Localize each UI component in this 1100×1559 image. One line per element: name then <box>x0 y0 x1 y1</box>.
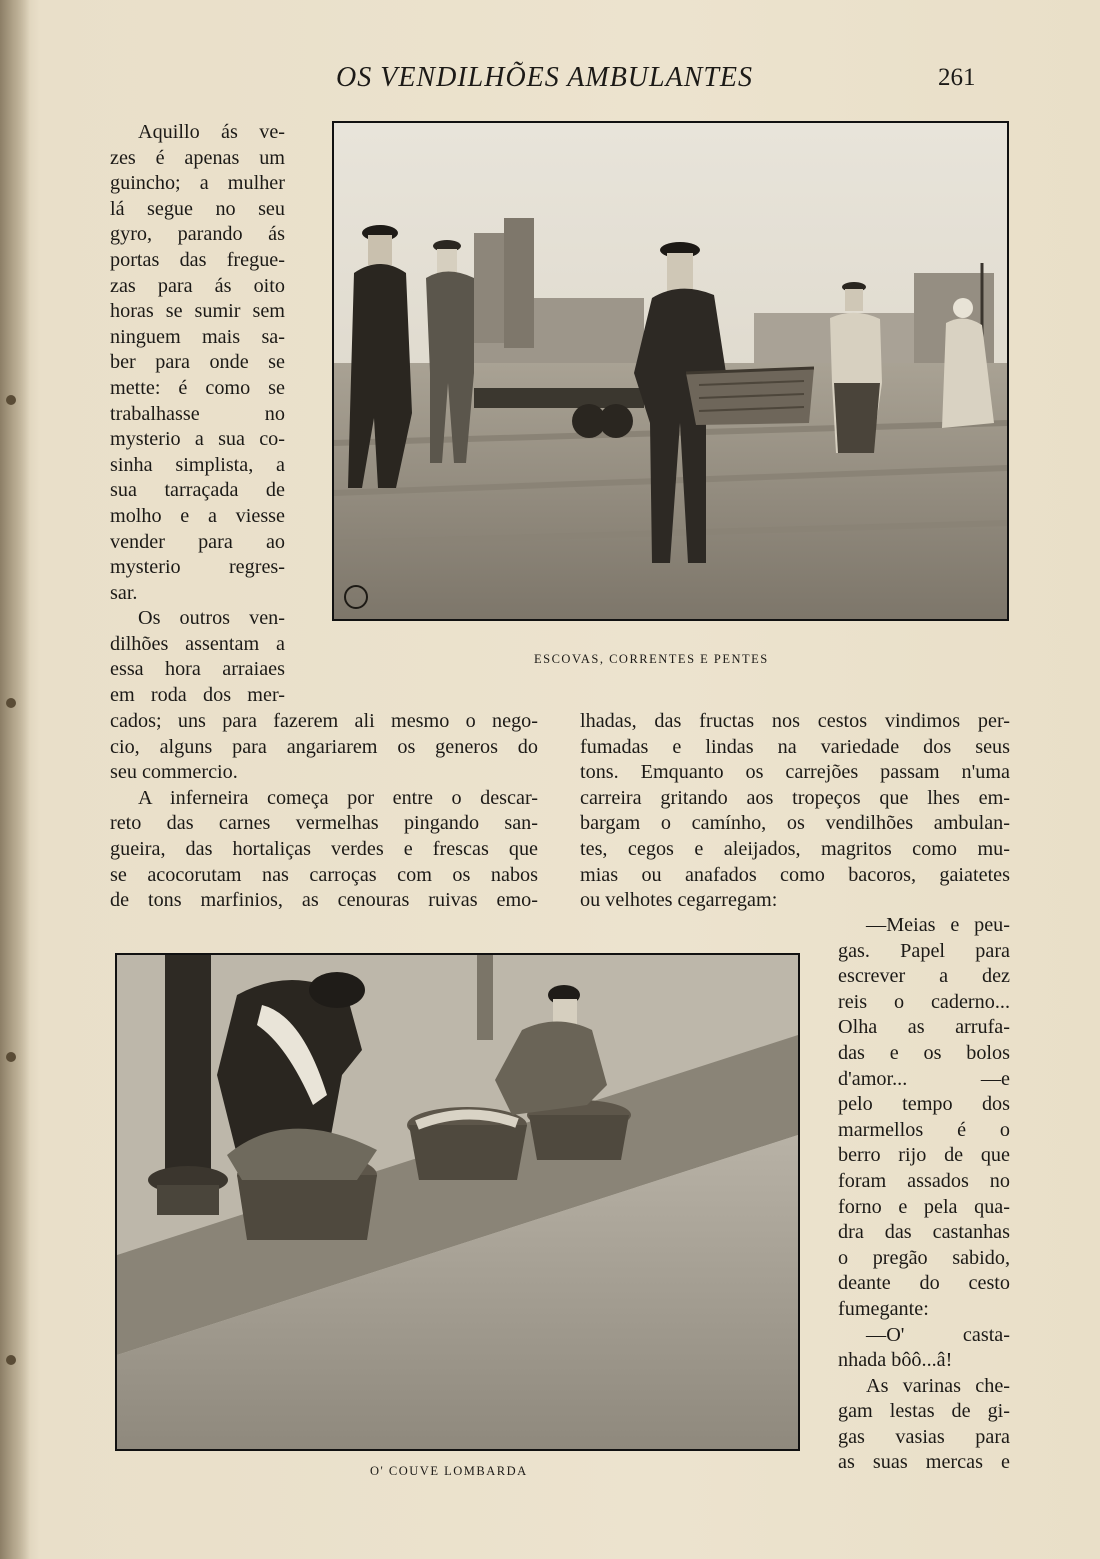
text-line: lá segue no seu <box>110 197 285 220</box>
text-line: ber para onde se <box>110 351 285 374</box>
text-line: Olha as arrufa- <box>838 1016 1010 1039</box>
text-column-top-left <box>110 120 285 709</box>
text-line: escrever a dez <box>838 965 1010 988</box>
text-line: fumadas e lindas na variedade dos seus <box>580 735 1010 758</box>
text-line: marmellos é o <box>838 1118 1010 1141</box>
text-line: —O' casta- <box>866 1323 1010 1346</box>
text-column-mid-right <box>580 709 1010 914</box>
text-line: dilhões assentam a <box>110 632 285 655</box>
text-column-bottom-right <box>838 913 1010 1476</box>
text-line: sar. <box>110 581 138 604</box>
text-line: sinha simplista, a <box>110 453 285 476</box>
text-line: Aquillo ás ve- <box>138 121 285 143</box>
text-line: cados; uns para fazerem ali mesmo o nego- <box>110 710 538 732</box>
binding-stitch <box>6 1355 16 1365</box>
text-line: de tons marfinios, as cenouras ruivas emo- <box>110 889 538 912</box>
book-gutter <box>0 0 30 1559</box>
text-line: mette: é como se <box>110 376 285 399</box>
text-line: —Meias e peu- <box>866 914 1010 936</box>
text-line: foram assados no <box>838 1169 1010 1192</box>
page-number: 261 <box>938 64 976 91</box>
text-line: horas se sumir sem <box>110 300 285 323</box>
photo-couve-lombarda <box>115 953 800 1451</box>
photo-street-vendors <box>332 121 1009 621</box>
text-line: essa hora arraiaes <box>110 658 285 681</box>
caption-top-photo: ESCOVAS, CORRENTES E PENTES <box>534 652 769 666</box>
text-line: vender para ao <box>110 530 285 553</box>
text-line: sua tarraçada de <box>110 479 285 502</box>
text-line: As varinas che- <box>866 1374 1010 1397</box>
text-line: nhada bôô...â! <box>838 1349 953 1372</box>
text-line: deante do cesto <box>838 1272 1010 1295</box>
text-line: mysterio a sua co- <box>110 428 285 451</box>
text-line: bargam o camínho, os vendilhões ambulan- <box>580 812 1010 835</box>
running-header: OS VENDILHÕES AMBULANTES <box>336 62 754 93</box>
text-line: pelo tempo dos <box>838 1093 1010 1116</box>
text-line: o pregão sabido, <box>838 1246 1010 1269</box>
text-line: gam lestas de gi- <box>838 1400 1010 1423</box>
text-line: reis o caderno... <box>838 990 1010 1013</box>
text-line: se acocorutam nas carroças com os nabos <box>110 863 538 886</box>
text-line: molho e a viesse <box>110 504 285 527</box>
text-line: em roda dos mer- <box>110 684 285 707</box>
text-line: carreira gritando aos tropeços que lhes em- <box>580 786 1010 809</box>
text-line: zes é apenas um <box>110 146 285 169</box>
text-line: A inferneira começa por entre o descar- <box>138 786 538 809</box>
caption-bottom-photo: O' COUVE LOMBARDA <box>370 1464 528 1478</box>
text-line: guincho; a mulher <box>110 172 285 195</box>
text-line: portas das fregue- <box>110 248 285 271</box>
text-line: as suas mercas e <box>838 1451 1010 1474</box>
binding-stitch <box>6 1052 16 1062</box>
text-line: cio, alguns para angariarem os generos do <box>110 735 538 758</box>
text-line: ou velhotes cegarregam: <box>580 889 778 912</box>
text-line: gueira, das hortaliças verdes e frescas que <box>110 837 538 860</box>
text-line: das e os bolos <box>838 1041 1010 1064</box>
text-line: trabalhasse no <box>110 402 285 425</box>
text-line: seu commercio. <box>110 761 238 784</box>
text-line: ninguem mais sa- <box>110 325 285 348</box>
text-line: berro rijo de que <box>838 1144 1010 1167</box>
text-line: gyro, parando ás <box>110 223 285 246</box>
binding-stitch <box>6 395 16 405</box>
text-line: lhadas, das fructas nos cestos vindimos per- <box>580 710 1010 732</box>
text-line: Os outros ven- <box>138 607 285 630</box>
text-line: fumegante: <box>838 1297 929 1320</box>
text-line: mysterio regres- <box>110 556 285 579</box>
text-line: zas para ás oito <box>110 274 285 297</box>
text-line: tons. Emquanto os carrejões passam n'uma <box>580 761 1010 784</box>
binding-stitch <box>6 698 16 708</box>
text-line: gas vasias para <box>838 1425 1010 1448</box>
text-line: dra das castanhas <box>838 1221 1010 1244</box>
text-line: tes, cegos e aleijados, magritos como mu- <box>580 837 1010 860</box>
text-line: mias ou anafados como bacoros, gaiatetes <box>580 863 1010 886</box>
text-line: d'amor... —e <box>838 1067 1010 1090</box>
text-line: reto das carnes vermelhas pingando san- <box>110 812 538 835</box>
street-vendors-photo-illustration <box>334 123 1007 619</box>
text-column-mid-left <box>110 709 538 914</box>
text-line: forno e pela qua- <box>838 1195 1010 1218</box>
text-line: gas. Papel para <box>838 939 1010 962</box>
couve-lombarda-photo-illustration <box>117 955 798 1449</box>
